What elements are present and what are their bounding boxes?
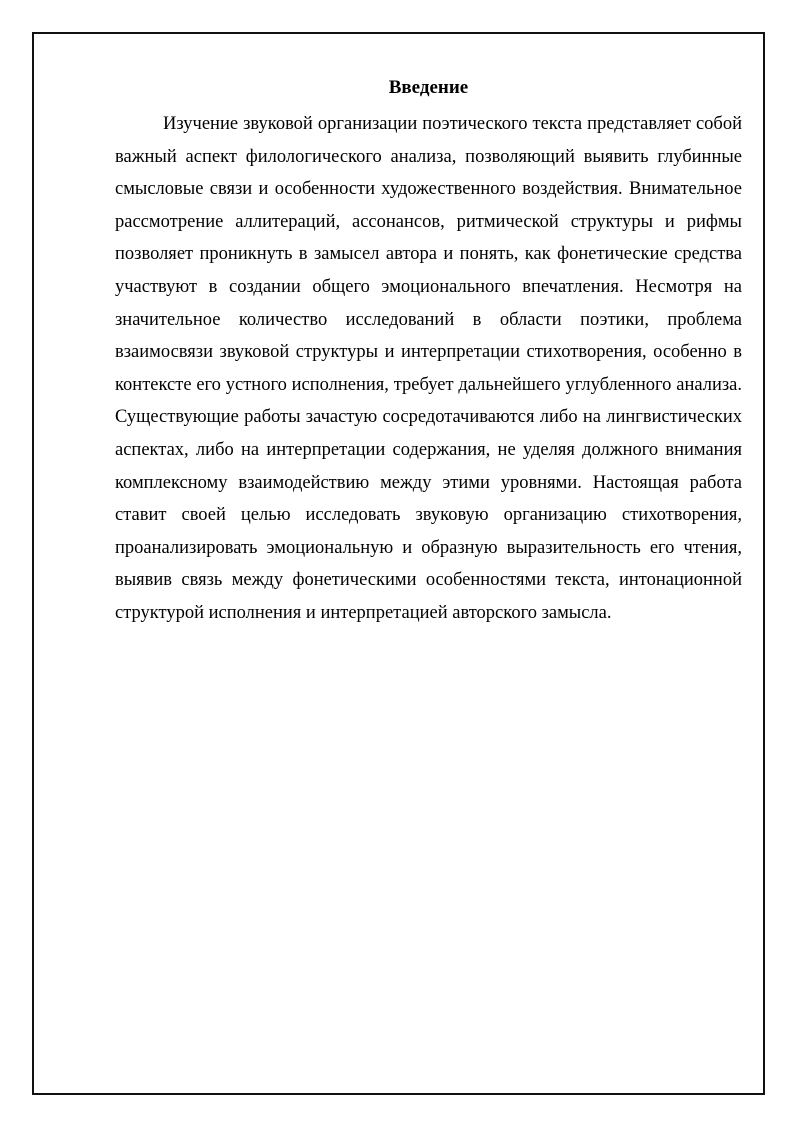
- section-heading: Введение: [388, 77, 469, 98]
- document-body: [115, 74, 742, 630]
- intro-paragraph: Изучение звуковой организации поэтического текста представляет собой важный аспект филологического анализа, позволяющий выявить глубинные смысловые связи и особенности художественного воздействия. Внимательное рассмотрение аллитераций, ассонансов, ритмической структуры и рифмы позволяет проникнуть в замысел автора и понять, как фонетические средства участвуют в создании общего эмоционального впечатления. Несмотря на значительное количество исследований в области поэтики, проблема взаимосвязи звуковой структуры и интерпретации стихотворения, особенно в контексте его устного исполнения, требует дальнейшего углубленного анализа. Существующие работы зачастую сосредотачиваются либо на лингвистических аспектах, либо на интерпретации содержания, не уделяя должного внимания комплексному взаимодействию между этими уровнями. Настоящая работа ставит своей целью исследовать звуковую организацию стихотворения, проанализировать эмоциональную и образную выразительность его чтения, выявив связь между фонетическими особенностями текста, интонационной структурой исполнения и интерпретацией авторского замысла.: [115, 114, 742, 623]
